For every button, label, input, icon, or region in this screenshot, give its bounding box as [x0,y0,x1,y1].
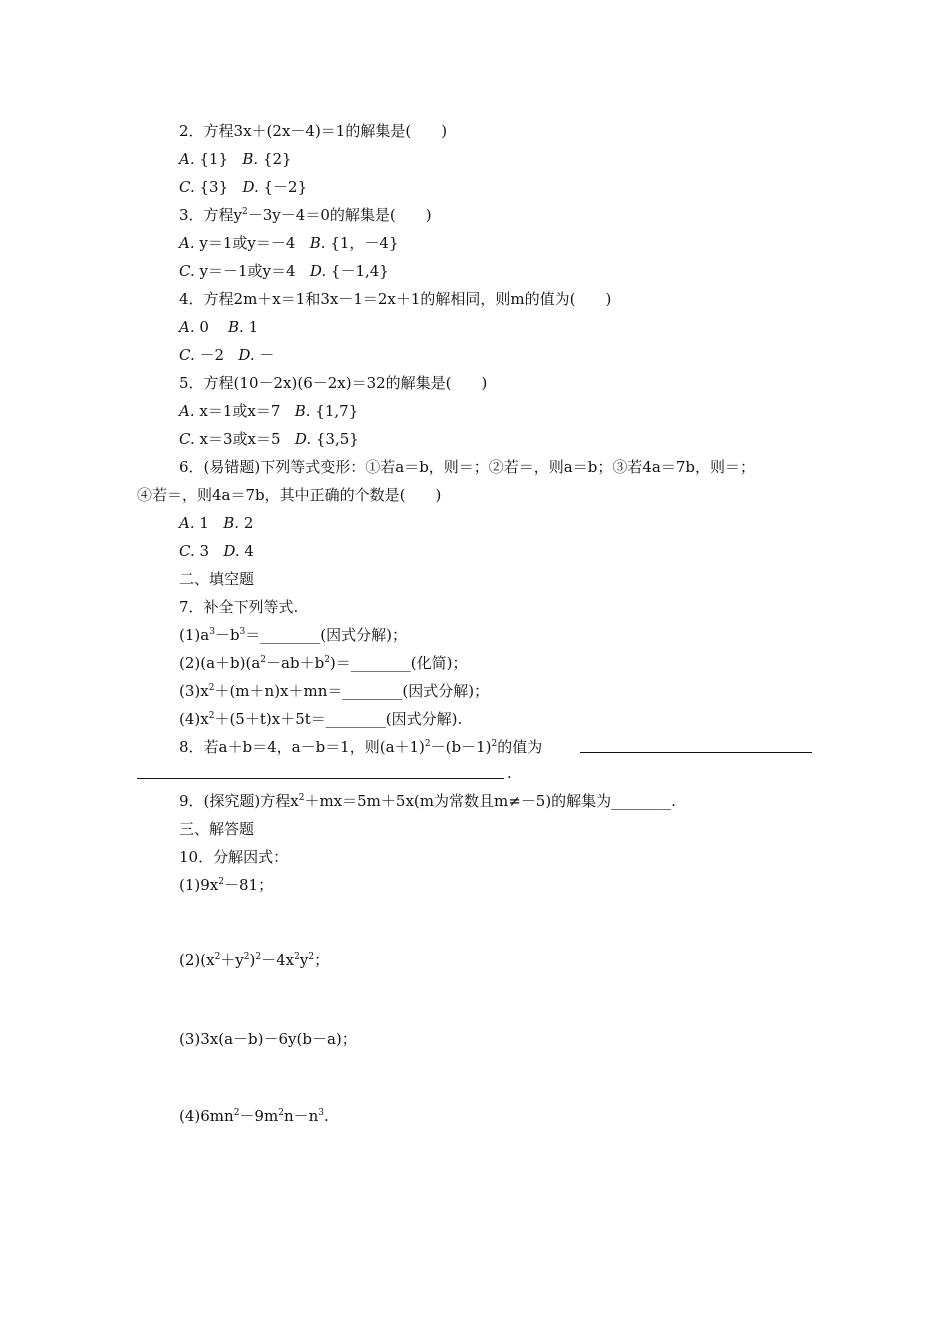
text: (3)x [179,682,209,700]
answer-period: . [507,764,512,782]
answer-blank-line-1 [580,752,812,753]
question-10-part-3: (3)3x(a－b)－6y(b－a)； [179,1030,357,1048]
option-d: {－1,4} [330,262,389,280]
option-a: 1 [199,514,209,532]
question-4-stem: 4．方程2m＋x＝1和3x－1＝2x＋1的解相同，则m的值为( ) [179,290,612,308]
answer-blank-line-2 [137,778,504,779]
exponent: 2 [242,207,248,217]
question-4-options-ab [179,317,258,337]
exponent: 2 [324,655,330,665]
question-5-options-cd [179,429,359,449]
exponent: 2 [208,711,215,721]
option-c: x＝3或x＝5 [199,430,281,448]
question-5-options-ab [179,401,358,421]
text: ) [249,951,256,969]
option-b: 1 [248,318,259,336]
text: 9．(探究题)方程x [179,792,299,810]
option-d: － [259,346,275,364]
question-6-stem-line2: ④若＝，则4a＝7b，其中正确的个数是( ) [137,486,442,504]
question-3-options-cd [179,261,389,281]
text: ＋mx＝5m＋5x(m为常数且m≠－5)的解集为________. [304,792,676,810]
option-d: 4 [244,542,254,560]
question-2-options-cd [179,177,307,197]
text: (4)x [179,710,209,728]
option-c: y＝－1或y＝4 [199,262,296,280]
option-c: －2 [199,346,225,364]
exponent: 3 [209,627,215,637]
option-label-c: C. [179,430,195,448]
question-7-stem: 7．补全下列等式. [179,598,299,616]
section-answer-heading: 三、解答题 [179,820,255,838]
text: －(b－1) [430,738,492,756]
question-6-stem-line1: 6．(易错题)下列等式变形：①若a＝b，则＝；②若＝，则a＝b；③若4a＝7b，则＝； [179,458,755,476]
exponent: 2 [218,877,224,887]
option-label-d: D. [223,542,240,560]
exponent: 2 [424,739,431,749]
exponent: 3 [318,1108,324,1118]
option-c: {3} [199,178,229,196]
option-label-b: B. [294,402,311,420]
option-b: 2 [243,514,254,532]
text: (1)9x [179,876,219,894]
exponent: 2 [214,952,221,962]
text: )＝________(化简)； [329,654,468,672]
option-label-b: B. [223,514,240,532]
option-b: {1，－4} [330,234,399,252]
option-a: y＝1或y＝－4 [199,234,296,252]
exponent: 2 [294,952,300,962]
text: ＝________(因式分解)； [245,626,407,644]
option-label-c: C. [179,542,195,560]
text: (1)a [179,626,210,644]
option-label-c: C. [179,262,195,280]
question-9-stem [179,791,676,811]
question-7-part-3 [179,681,489,701]
exponent: 3 [239,627,246,637]
question-10-part-4 [179,1106,329,1126]
option-label-d: D. [238,346,255,364]
option-label-a: A. [179,402,195,420]
section-fill-in-heading: 二、填空题 [179,570,255,588]
option-d: {3,5} [315,430,359,448]
option-label-d: D. [294,430,312,448]
question-6-options-cd [179,541,254,561]
question-2-stem: 2．方程3x＋(2x－4)＝1的解集是( ) [179,122,448,140]
exponent: 2 [491,739,498,749]
text: 的值为 [497,738,543,756]
text: －9m [239,1107,279,1125]
option-a: {1} [199,150,229,168]
text: ； [314,951,330,969]
option-label-c: C. [179,178,195,196]
option-label-c: C. [179,346,195,364]
stem-text: 3．方程y [179,206,243,224]
question-3-options-ab [179,233,399,253]
text: －ab＋b [266,654,325,672]
text: －81； [224,876,274,894]
text: n－n [283,1107,319,1125]
exponent: 2 [298,793,305,803]
option-label-d: D. [242,178,259,196]
text: 8．若a＋b＝4，a－b＝1，则(a＋1) [179,738,425,756]
text: ＋y [220,951,244,969]
option-c: 3 [199,542,210,560]
text: (2)(x [179,951,215,969]
option-b: {2} [262,150,292,168]
question-10-part-2 [179,950,329,970]
exponent: 2 [260,655,267,665]
text: －b [214,626,240,644]
exponent: 2 [255,952,262,962]
exponent: 2 [208,683,215,693]
exponent: 2 [278,1108,284,1118]
exponent: 2 [243,952,250,962]
option-label-a: A. [179,318,195,336]
option-b: {1,7} [315,402,359,420]
question-3-stem [179,205,432,225]
question-8-stem [179,737,542,757]
question-7-part-4 [179,709,462,729]
text: (2)(a＋b)(a [179,654,261,672]
option-a: x＝1或x＝7 [199,402,281,420]
text: y [299,951,309,969]
option-label-a: A. [179,514,195,532]
option-label-d: D. [309,262,327,280]
question-7-part-1 [179,625,407,645]
option-a: 0 [199,318,209,336]
text: ＋(m＋n)x＋mn＝________(因式分解)； [214,682,490,700]
question-2-options-ab [179,149,292,169]
question-5-stem: 5．方程(10－2x)(6－2x)＝32的解集是( ) [179,374,488,392]
question-10-stem: 10．分解因式： [179,848,289,866]
question-4-options-cd [179,345,274,365]
exponent: 2 [308,952,315,962]
option-d: {－2} [263,178,308,196]
option-label-b: B. [309,234,326,252]
question-7-part-2 [179,653,467,673]
stem-text: －3y－4＝0的解集是( ) [247,206,432,224]
text: －4x [261,951,295,969]
exponent: 2 [233,1108,240,1118]
question-6-options-ab [179,513,253,533]
option-label-b: B. [228,318,244,336]
option-label-b: B. [242,150,259,168]
question-10-part-1 [179,875,273,895]
text: . [324,1107,329,1125]
option-label-a: A. [179,234,195,252]
option-label-a: A. [179,150,195,168]
text: ＋(5＋t)x＋5t＝________(因式分解). [214,710,463,728]
text: (4)6mn [179,1107,234,1125]
